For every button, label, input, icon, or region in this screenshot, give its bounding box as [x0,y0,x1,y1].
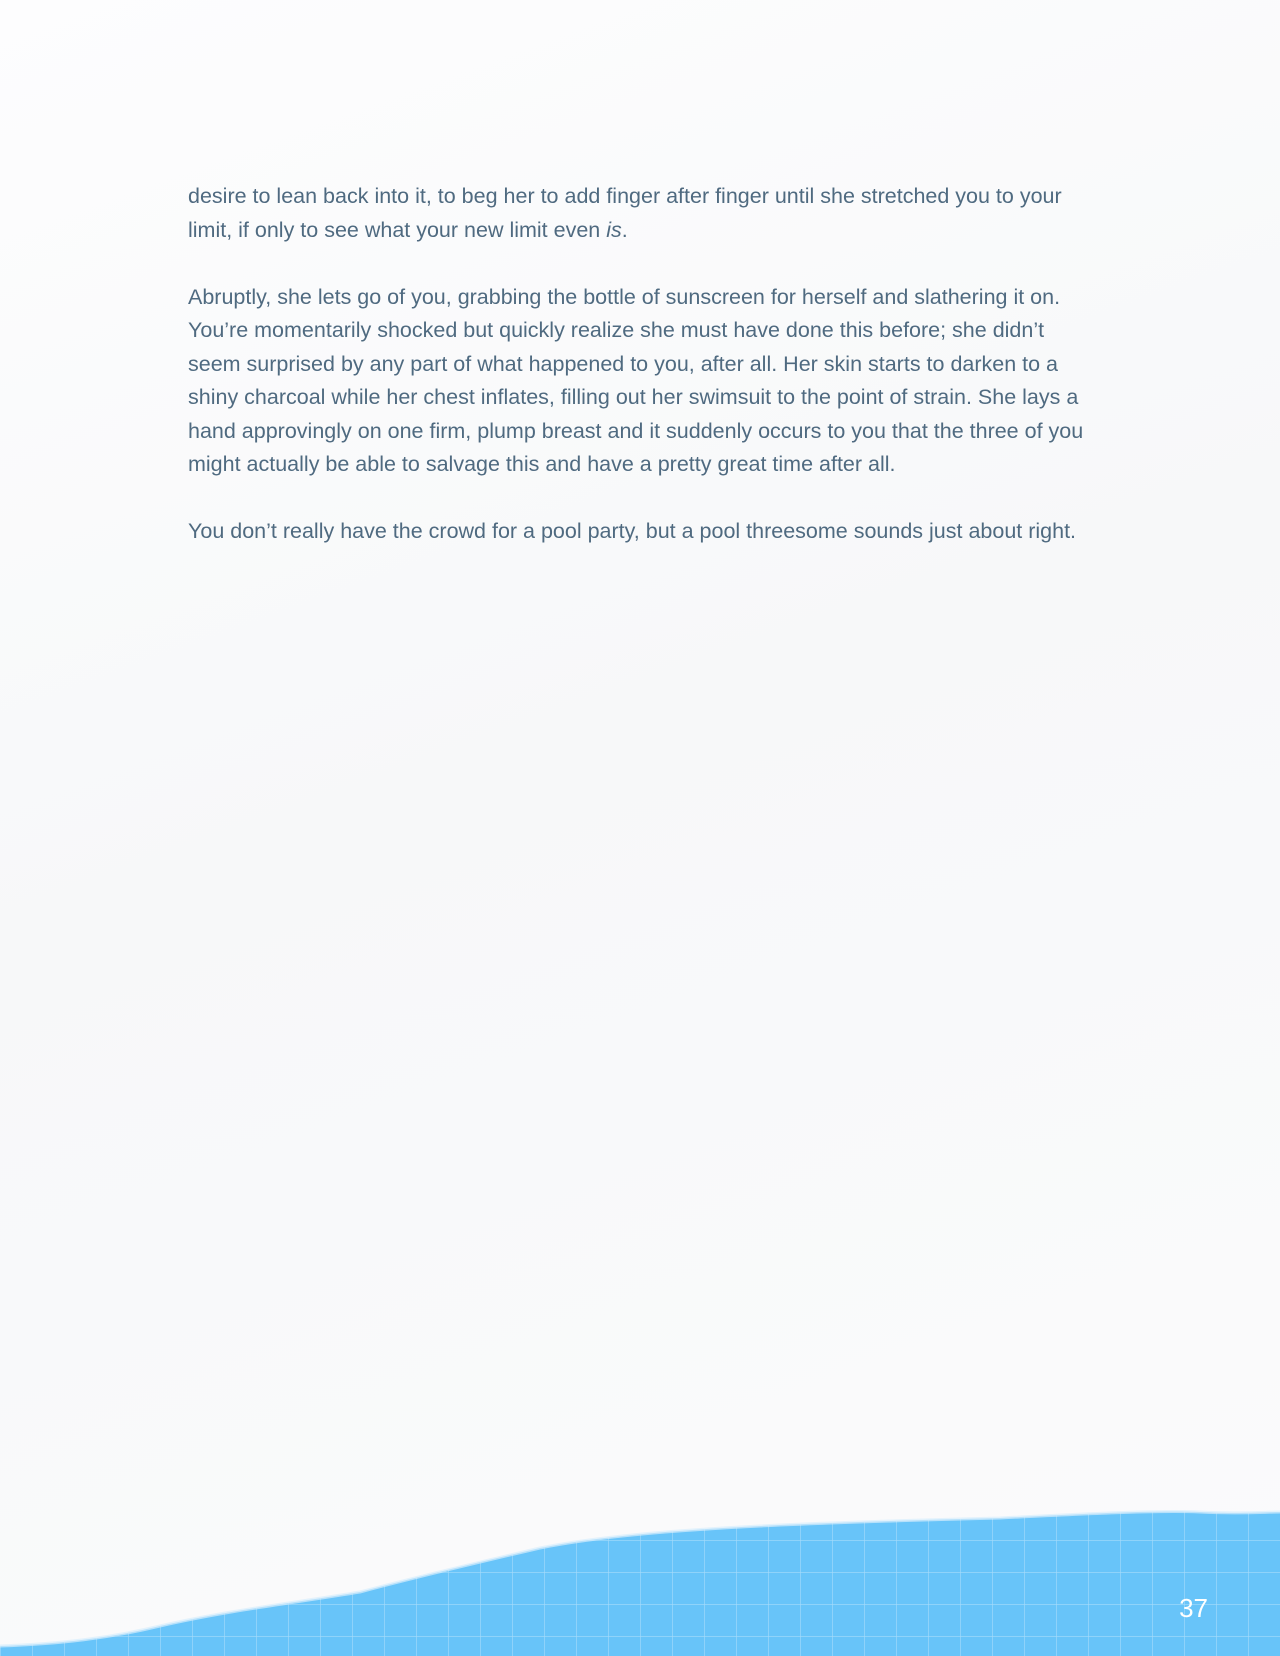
paragraph-1-emphasis: is [606,217,622,242]
paragraph-1 [188,180,1088,247]
footer-wave-decoration [0,1476,1280,1656]
page-number: 37 [1179,1593,1208,1623]
paragraph-2: Abruptly, she lets go of you, grabbing the bottle of sunscreen for herself and slathering it on. You’re momentarily shocked but quickly realize she must have done this before; she didn’t seem surprised by any part of what happened to you, after all. Her skin starts to darken to a shiny charcoal while her chest inflates, filling out her swimsuit to the point of strain. She lays a hand approvingly on one firm, plump breast and it suddenly occurs to you that the three of you might actually be able to salvage this and have a pretty great time after all. [188,284,1084,476]
paragraph-1-end: . [621,217,628,242]
body-text [188,180,1088,582]
wave-grid [0,1476,1280,1656]
paragraph-1-text: desire to lean back into it, to beg her to add finger after finger until she stretched you to your limit, if only to see what your new limit even [188,184,1062,242]
paragraph-3: You don’t really have the crowd for a pool party, but a pool threesome sounds just about right. [188,519,1077,543]
